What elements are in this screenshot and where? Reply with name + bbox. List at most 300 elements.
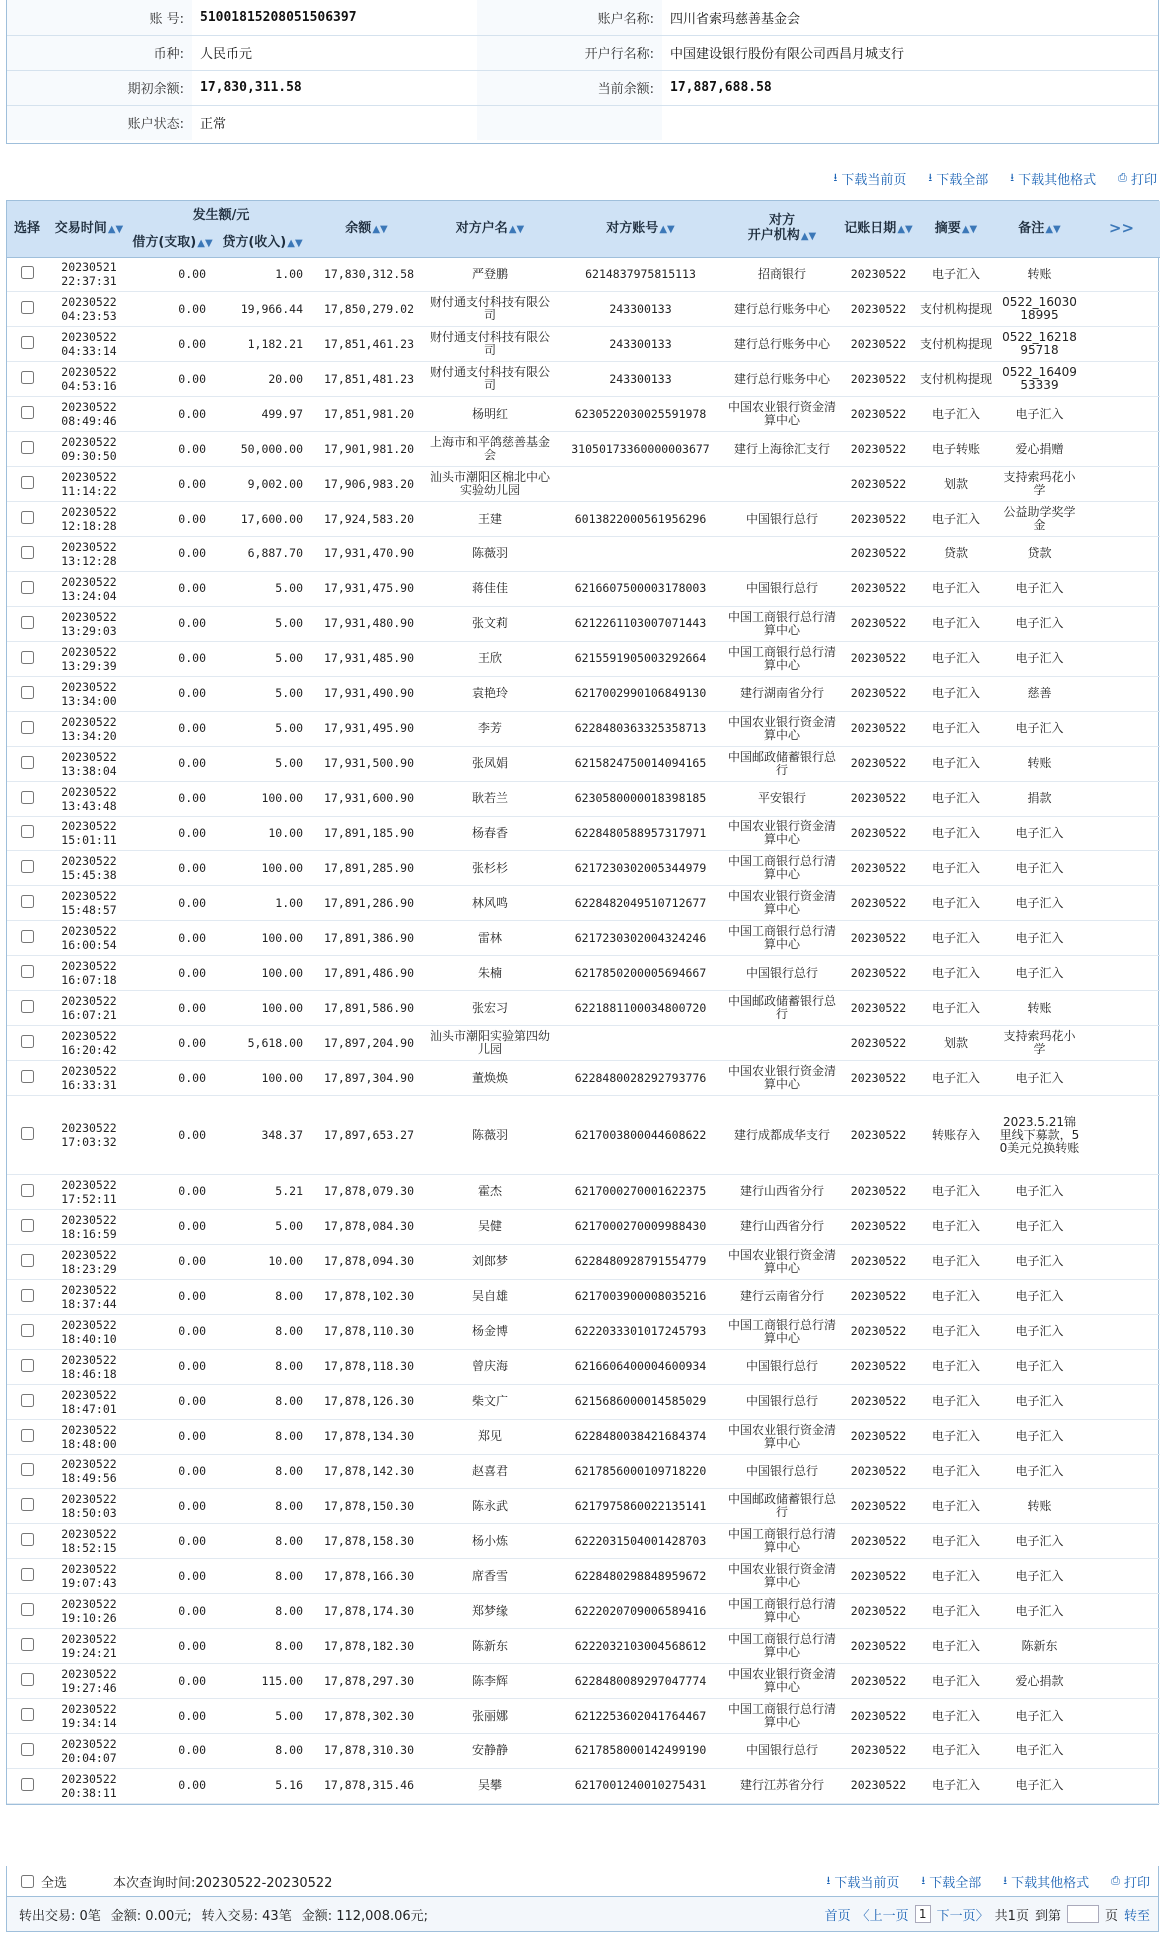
debit-cell: 0.00: [131, 432, 214, 467]
table-row: [7, 1489, 1160, 1524]
post-date-cell: 20230522: [841, 1629, 916, 1664]
row-select-cell: [7, 1454, 47, 1489]
post-date-cell: 20230522: [841, 1664, 916, 1699]
bank-cell: 建行山西省分行: [723, 1175, 841, 1210]
bank-cell: 中国银行总行: [723, 502, 841, 537]
balance-cell: 17,878,297.30: [311, 1664, 422, 1699]
post-date-cell: 20230522: [841, 571, 916, 606]
row-checkbox[interactable]: [21, 1289, 34, 1302]
time-cell: 20230522 16:07:21: [47, 991, 131, 1026]
table-row: [7, 537, 1160, 572]
goto-suffix: 页: [1104, 1908, 1118, 1924]
row-select-cell: [7, 1279, 47, 1314]
row-checkbox[interactable]: [21, 686, 34, 699]
account-no-cell: 6217975860022135141: [558, 1489, 723, 1524]
remark-cell: 转账: [996, 1489, 1083, 1524]
balance-cell: 17,850,279.02: [311, 292, 422, 327]
account-no-cell: 6217002990106849130: [558, 676, 723, 711]
time-cell: 20230522 16:07:18: [47, 956, 131, 991]
debit-cell: 0.00: [131, 1384, 214, 1419]
remark-cell: 电子汇入: [996, 606, 1083, 641]
col-counterparty[interactable]: 对方户名▲▼: [422, 201, 558, 257]
header-row-1: [7, 201, 1160, 229]
account-no-cell: 6228480028292793776: [558, 1061, 723, 1096]
counterparty-cell: 上海市和平鸽慈善基金会: [422, 432, 558, 467]
bank-cell: [723, 537, 841, 572]
row-checkbox[interactable]: [21, 1035, 34, 1048]
bank-cell: 中国农业银行资金清算中心: [723, 886, 841, 921]
row-checkbox[interactable]: [21, 1324, 34, 1337]
summary-cell: 电子汇入: [916, 886, 996, 921]
credit-cell: 6,887.70: [214, 537, 311, 572]
table-row: [7, 1664, 1160, 1699]
bank-cell: 中国银行总行: [723, 1384, 841, 1419]
counterparty-cell: 郑梦缘: [422, 1594, 558, 1629]
sort-icon: ▲▼: [197, 237, 213, 249]
print-link[interactable]: ⎙ 打印: [1111, 1874, 1150, 1891]
debit-cell: 0.00: [131, 1768, 214, 1803]
row-select-cell: [7, 641, 47, 676]
bank-cell: 中国邮政储蓄银行总行: [723, 991, 841, 1026]
balance-cell: 17,891,286.90: [311, 886, 422, 921]
post-date-cell: 20230522: [841, 1734, 916, 1769]
debit-cell: 0.00: [131, 676, 214, 711]
balance-cell: 17,931,490.90: [311, 676, 422, 711]
credit-cell: 8.00: [214, 1279, 311, 1314]
time-cell: 20230522 18:40:10: [47, 1314, 131, 1349]
balance-cell: 17,878,079.30: [311, 1175, 422, 1210]
balance-cell: 17,891,586.90: [311, 991, 422, 1026]
table-row: [7, 1594, 1160, 1629]
account-no-cell: 6217000270001622375: [558, 1175, 723, 1210]
row-checkbox[interactable]: [21, 1394, 34, 1407]
post-date-cell: 20230522: [841, 397, 916, 432]
expand-columns-button[interactable]: [1083, 201, 1160, 257]
debit-cell: 0.00: [131, 1419, 214, 1454]
total-pages: 共1页: [994, 1908, 1029, 1924]
col-balance[interactable]: 余额▲▼: [311, 201, 422, 257]
time-cell: 20230522 13:24:04: [47, 571, 131, 606]
row-select-cell: [7, 1419, 47, 1454]
debit-cell: 0.00: [131, 571, 214, 606]
credit-cell: 5.21: [214, 1175, 311, 1210]
query-time: 本次查询时间:20230522-20230522: [113, 1875, 333, 1891]
counterparty-cell: 李芳: [422, 711, 558, 746]
remark-cell: 0522_1603018995: [996, 292, 1083, 327]
remark-cell: 电子汇入: [996, 816, 1083, 851]
time-cell: 20230522 13:12:28: [47, 537, 131, 572]
balance-cell: 17,924,583.20: [311, 502, 422, 537]
download-all-link[interactable]: ⭳ 下载全部: [921, 1873, 982, 1891]
balance-cell: 17,878,158.30: [311, 1524, 422, 1559]
remark-cell: 电子汇入: [996, 1209, 1083, 1244]
sort-icon: ▲▼: [1045, 223, 1061, 235]
row-checkbox[interactable]: [21, 1778, 34, 1791]
sort-icon: ▲▼: [659, 223, 675, 235]
row-checkbox[interactable]: [21, 1533, 34, 1546]
debit-cell: 0.00: [131, 1734, 214, 1769]
credit-cell: 100.00: [214, 991, 311, 1026]
top-toolbar: [834, 168, 1157, 188]
prev-page-link[interactable]: 〈上一页: [856, 1908, 909, 1924]
credit-cell: 5.00: [214, 571, 311, 606]
balance-cell: 17,878,094.30: [311, 1244, 422, 1279]
print-link[interactable]: ⎙ 打印: [1118, 171, 1157, 188]
row-select-cell: [7, 1175, 47, 1210]
out-count: 转出交易: 0笔: [19, 1908, 101, 1924]
balance-cell: 17,878,102.30: [311, 1279, 422, 1314]
bank-cell: 建行山西省分行: [723, 1209, 841, 1244]
row-checkbox[interactable]: [21, 406, 34, 419]
bank-cell: 建行总行账务中心: [723, 292, 841, 327]
credit-cell: 499.97: [214, 397, 311, 432]
counterparty-cell: 袁艳玲: [422, 676, 558, 711]
row-checkbox[interactable]: [21, 651, 34, 664]
account-no-cell: 6228480928791554779: [558, 1244, 723, 1279]
bank-cell: 中国农业银行资金清算中心: [723, 1244, 841, 1279]
in-count: 转入交易: 43笔: [201, 1908, 292, 1924]
row-checkbox[interactable]: [21, 1429, 34, 1442]
remark-cell: 公益助学奖学金: [996, 502, 1083, 537]
table-row: [7, 1384, 1160, 1419]
col-amount-group: 发生额/元: [131, 201, 311, 229]
balance-cell: 17,897,653.27: [311, 1096, 422, 1175]
account-number-label: 账 号:: [7, 0, 192, 35]
row-checkbox[interactable]: [21, 1070, 34, 1083]
row-select-cell: [7, 886, 47, 921]
counterparty-cell: 陈新东: [422, 1629, 558, 1664]
remark-cell: 陈新东: [996, 1629, 1083, 1664]
bank-cell: 中国工商银行总行清算中心: [723, 851, 841, 886]
bank-cell: 建行总行账务中心: [723, 362, 841, 397]
download-other-format-link[interactable]: ⭳ 下载其他格式: [1010, 170, 1097, 188]
table-row: [7, 676, 1160, 711]
pagination: [825, 1905, 1150, 1924]
time-cell: 20230521 22:37:31: [47, 257, 131, 292]
table-row: [7, 1096, 1160, 1175]
remark-cell: 电子汇入: [996, 1594, 1083, 1629]
row-checkbox[interactable]: [21, 371, 34, 384]
credit-cell: 1,182.21: [214, 327, 311, 362]
account-no-cell: 6216606400004600934: [558, 1349, 723, 1384]
row-checkbox[interactable]: [21, 336, 34, 349]
row-checkbox[interactable]: [21, 616, 34, 629]
download-all-link[interactable]: ⭳ 下载全部: [928, 170, 989, 188]
bank-cell: 中国农业银行资金清算中心: [723, 711, 841, 746]
credit-cell: 5.00: [214, 676, 311, 711]
post-date-cell: 20230522: [841, 467, 916, 502]
row-select-cell: [7, 956, 47, 991]
table-row: [7, 816, 1160, 851]
counterparty-cell: 汕头市潮阳区棉北中心实验幼儿园: [422, 467, 558, 502]
first-page-link[interactable]: 首页: [824, 1908, 851, 1924]
row-checkbox[interactable]: [21, 1000, 34, 1013]
goto-button[interactable]: 转至: [1123, 1908, 1150, 1924]
counterparty-cell: 霍杰: [422, 1175, 558, 1210]
out-amount: 金额: 0.00元;: [110, 1908, 192, 1924]
row-select-cell: [7, 1314, 47, 1349]
row-checkbox[interactable]: [21, 581, 34, 594]
download-other-format-link[interactable]: ⭳ 下载其他格式: [1003, 1873, 1090, 1891]
debit-cell: 0.00: [131, 1244, 214, 1279]
remark-cell: 爱心捐赠: [996, 432, 1083, 467]
remark-cell: 电子汇入: [996, 1314, 1083, 1349]
bank-name: 中国建设银行股份有限公司西昌月城支行: [662, 35, 1158, 70]
post-date-cell: 20230522: [841, 956, 916, 991]
summary-cell: 电子汇入: [916, 397, 996, 432]
summary-cell: 电子汇入: [916, 1244, 996, 1279]
summary-cell: 电子汇入: [916, 1061, 996, 1096]
bank-cell: 中国银行总行: [723, 956, 841, 991]
time-cell: 20230522 13:38:04: [47, 746, 131, 781]
row-checkbox[interactable]: [21, 1463, 34, 1476]
account-no-cell: 6217850200005694667: [558, 956, 723, 991]
debit-cell: 0.00: [131, 921, 214, 956]
col-post-date[interactable]: 记账日期▲▼: [841, 201, 916, 257]
time-cell: 20230522 18:46:18: [47, 1349, 131, 1384]
transaction-rows: [7, 257, 1160, 1803]
col-credit[interactable]: 贷方(收入)▲▼: [214, 229, 311, 257]
counterparty-cell: 刘郎梦: [422, 1244, 558, 1279]
account-no-cell: 6217856000109718220: [558, 1454, 723, 1489]
remark-cell: 电子汇入: [996, 1768, 1083, 1803]
table-row: [7, 1175, 1160, 1210]
balance-cell: 17,878,142.30: [311, 1454, 422, 1489]
footer-summary: [6, 1896, 1159, 1932]
row-checkbox[interactable]: [21, 895, 34, 908]
row-select-cell: [7, 1061, 47, 1096]
debit-cell: 0.00: [131, 327, 214, 362]
table-row: [7, 432, 1160, 467]
post-date-cell: 20230522: [841, 1279, 916, 1314]
download-current-page-link[interactable]: ⭳ 下载当前页: [833, 170, 907, 188]
row-checkbox[interactable]: [21, 1184, 34, 1197]
row-checkbox[interactable]: [21, 301, 34, 314]
debit-cell: 0.00: [131, 537, 214, 572]
bank-cell: 建行云南省分行: [723, 1279, 841, 1314]
row-checkbox[interactable]: [21, 511, 34, 524]
bank-cell: 建行江苏省分行: [723, 1768, 841, 1803]
counterparty-cell: 张宏习: [422, 991, 558, 1026]
row-select-cell: [7, 921, 47, 956]
credit-cell: 5.00: [214, 711, 311, 746]
download-current-page-link[interactable]: ⭳ 下载当前页: [826, 1873, 900, 1891]
row-checkbox[interactable]: [21, 825, 34, 838]
post-date-cell: 20230522: [841, 1349, 916, 1384]
counterparty-cell: 耿若兰: [422, 781, 558, 816]
bank-cell: 建行成都成华支行: [723, 1096, 841, 1175]
bank-cell: 中国农业银行资金清算中心: [723, 1664, 841, 1699]
row-select-cell: [7, 1096, 47, 1175]
debit-cell: 0.00: [131, 641, 214, 676]
download-icon: ⭳: [826, 1873, 831, 1887]
post-date-cell: 20230522: [841, 1384, 916, 1419]
summary-cell: 电子汇入: [916, 816, 996, 851]
bank-name-label: 开户行名称:: [477, 35, 662, 70]
balance-cell: 17,878,110.30: [311, 1314, 422, 1349]
balance-cell: 17,891,285.90: [311, 851, 422, 886]
row-select-cell: [7, 606, 47, 641]
post-date-cell: 20230522: [841, 851, 916, 886]
counterparty-cell: 赵喜君: [422, 1454, 558, 1489]
select-all-checkbox[interactable]: [21, 1875, 34, 1888]
row-checkbox[interactable]: [21, 860, 34, 873]
counterparty-cell: 王建: [422, 502, 558, 537]
credit-cell: 8.00: [214, 1384, 311, 1419]
download-icon: ⭳: [833, 170, 838, 184]
balance-cell: 17,878,310.30: [311, 1734, 422, 1769]
summary-cell: 电子汇入: [916, 1629, 996, 1664]
account-no-cell: 6228480363325358713: [558, 711, 723, 746]
col-debit[interactable]: 借方(支取)▲▼: [131, 229, 214, 257]
summary-cell: 电子汇入: [916, 1699, 996, 1734]
account-no-cell: 6215591905003292664: [558, 641, 723, 676]
counterparty-cell: 汕头市潮阳实验第四幼儿园: [422, 1026, 558, 1061]
row-checkbox[interactable]: [21, 1568, 34, 1581]
debit-cell: 0.00: [131, 1489, 214, 1524]
post-date-cell: 20230522: [841, 991, 916, 1026]
row-select-cell: [7, 1524, 47, 1559]
account-no-cell: 6228480298848959672: [558, 1559, 723, 1594]
table-row: [7, 851, 1160, 886]
row-checkbox[interactable]: [21, 1127, 34, 1140]
credit-cell: 1.00: [214, 257, 311, 292]
sort-icon: ▲▼: [107, 223, 124, 235]
debit-cell: 0.00: [131, 1279, 214, 1314]
bank-cell: 建行上海徐汇支行: [723, 432, 841, 467]
bank-cell: 中国工商银行总行清算中心: [723, 1629, 841, 1664]
time-cell: 20230522 12:18:28: [47, 502, 131, 537]
row-checkbox[interactable]: [21, 1638, 34, 1651]
row-checkbox[interactable]: [21, 1219, 34, 1232]
summary-cell: 电子汇入: [916, 921, 996, 956]
col-bank[interactable]: 对方 开户机构▲▼: [723, 201, 841, 257]
col-summary[interactable]: 摘要▲▼: [916, 201, 996, 257]
row-checkbox[interactable]: [21, 1498, 34, 1511]
table-row: [7, 1026, 1160, 1061]
remark-cell: 电子汇入: [996, 1244, 1083, 1279]
summary-cell: 电子汇入: [916, 571, 996, 606]
bank-cell: 中国工商银行总行清算中心: [723, 921, 841, 956]
summary-cell: 电子汇入: [916, 781, 996, 816]
remark-cell: 电子汇入: [996, 711, 1083, 746]
balance-cell: 17,891,185.90: [311, 816, 422, 851]
post-date-cell: 20230522: [841, 816, 916, 851]
row-checkbox[interactable]: [21, 1673, 34, 1686]
account-row-2: [7, 35, 1158, 70]
goto-page-input[interactable]: [1067, 1905, 1099, 1923]
post-date-cell: 20230522: [841, 641, 916, 676]
credit-cell: 8.00: [214, 1314, 311, 1349]
col-time[interactable]: 交易时间▲▼: [47, 201, 131, 257]
table-row: [7, 502, 1160, 537]
post-date-cell: 20230522: [841, 711, 916, 746]
summary-cell: 电子汇入: [916, 1419, 996, 1454]
row-checkbox[interactable]: [21, 1603, 34, 1616]
bank-cell: 中国银行总行: [723, 1734, 841, 1769]
row-checkbox[interactable]: [21, 756, 34, 769]
credit-cell: 8.00: [214, 1629, 311, 1664]
row-checkbox[interactable]: [21, 1708, 34, 1721]
table-row: [7, 571, 1160, 606]
table-row: [7, 467, 1160, 502]
col-remark[interactable]: 备注▲▼: [996, 201, 1083, 257]
row-checkbox[interactable]: [21, 546, 34, 559]
row-checkbox[interactable]: [21, 1743, 34, 1756]
debit-cell: 0.00: [131, 781, 214, 816]
balance-cell: 17,931,500.90: [311, 746, 422, 781]
time-cell: 20230522 15:45:38: [47, 851, 131, 886]
row-select-cell: [7, 362, 47, 397]
table-row: [7, 1209, 1160, 1244]
account-no-cell: [558, 1026, 723, 1061]
credit-cell: 100.00: [214, 956, 311, 991]
download-icon: ⭳: [921, 1873, 926, 1887]
row-checkbox[interactable]: [21, 441, 34, 454]
remark-cell: 电子汇入: [996, 921, 1083, 956]
row-select-cell: [7, 1594, 47, 1629]
sort-icon: ▲▼: [800, 231, 817, 243]
balance-cell: 17,931,475.90: [311, 571, 422, 606]
table-row: [7, 292, 1160, 327]
row-checkbox[interactable]: [21, 476, 34, 489]
row-checkbox[interactable]: [21, 930, 34, 943]
col-account-no[interactable]: 对方账号▲▼: [558, 201, 723, 257]
sort-icon: ▲▼: [508, 223, 525, 235]
account-no-cell: 6217003800044608622: [558, 1096, 723, 1175]
row-checkbox[interactable]: [21, 1254, 34, 1267]
summary-cell: 电子汇入: [916, 502, 996, 537]
row-select-cell: [7, 571, 47, 606]
debit-cell: 0.00: [131, 851, 214, 886]
table-row: [7, 1629, 1160, 1664]
account-row-1: [7, 0, 1158, 35]
time-cell: 20230522 19:34:14: [47, 1699, 131, 1734]
counterparty-cell: 严登鹏: [422, 257, 558, 292]
table-row: [7, 1559, 1160, 1594]
credit-cell: 100.00: [214, 921, 311, 956]
bank-cell: 中国农业银行资金清算中心: [723, 1559, 841, 1594]
credit-cell: 5.00: [214, 746, 311, 781]
table-row: [7, 397, 1160, 432]
summary-cell: 电子汇入: [916, 956, 996, 991]
row-checkbox[interactable]: [21, 791, 34, 804]
row-select-cell: [7, 502, 47, 537]
debit-cell: 0.00: [131, 362, 214, 397]
row-checkbox[interactable]: [21, 266, 34, 279]
remark-cell: 慈善: [996, 676, 1083, 711]
next-page-link[interactable]: 下一页〉: [936, 1908, 989, 1924]
row-checkbox[interactable]: [21, 1359, 34, 1372]
balance-cell: 17,878,302.30: [311, 1699, 422, 1734]
time-cell: 20230522 04:33:14: [47, 327, 131, 362]
summary-cell: 贷款: [916, 537, 996, 572]
time-cell: 20230522 17:03:32: [47, 1096, 131, 1175]
table-row: [7, 1349, 1160, 1384]
time-cell: 20230522 18:23:29: [47, 1244, 131, 1279]
post-date-cell: 20230522: [841, 1061, 916, 1096]
counterparty-cell: 董焕焕: [422, 1061, 558, 1096]
row-checkbox[interactable]: [21, 965, 34, 978]
row-checkbox[interactable]: [21, 721, 34, 734]
table-row: [7, 781, 1160, 816]
row-select-cell: [7, 1384, 47, 1419]
row-select-cell: [7, 1026, 47, 1061]
select-all[interactable]: 全选: [17, 1872, 67, 1891]
account-no-cell: 6230580000018398185: [558, 781, 723, 816]
time-cell: 20230522 19:07:43: [47, 1559, 131, 1594]
counterparty-cell: 财付通支付科技有限公司: [422, 362, 558, 397]
